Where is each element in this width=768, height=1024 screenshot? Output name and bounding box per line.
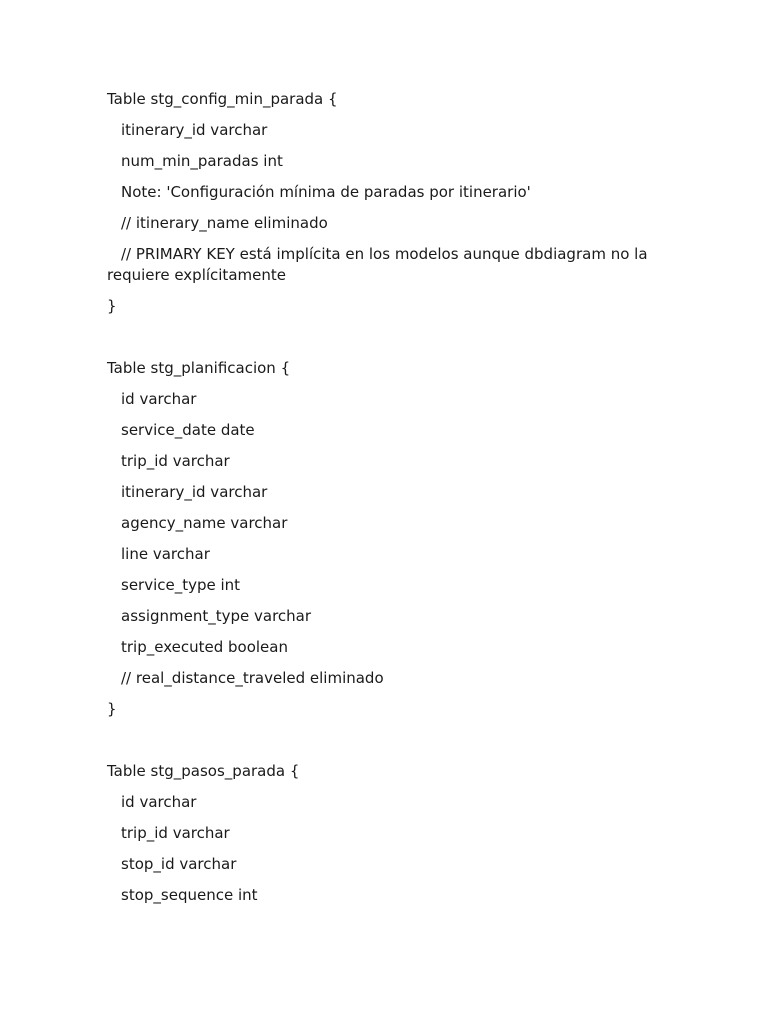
table-note: Note: 'Configuración mínima de paradas por itinerario' (121, 183, 531, 201)
table-header: Table stg_config_min_parada { (107, 90, 338, 108)
table-field: service_date date (121, 421, 255, 439)
table-comment: // PRIMARY KEY está implícita en los modelos aunque dbdiagram no la requiere explícitamente (107, 245, 648, 284)
table-field: id varchar (121, 390, 197, 408)
table-field: itinerary_id varchar (121, 483, 268, 501)
blank-line (107, 730, 667, 751)
document-page (107, 89, 667, 916)
table-field: agency_name varchar (121, 514, 288, 532)
table-field: stop_id varchar (121, 855, 237, 873)
table-field: assignment_type varchar (121, 607, 312, 625)
table-closing-brace: } (107, 700, 117, 718)
table-field: trip_id varchar (121, 824, 230, 842)
blank-line (107, 327, 667, 348)
table-field: stop_sequence int (121, 886, 258, 904)
table-header: Table stg_planificacion { (107, 359, 291, 377)
table-header: Table stg_pasos_parada { (107, 762, 300, 780)
table-field: trip_id varchar (121, 452, 230, 470)
table-field: line varchar (121, 545, 210, 563)
table-field: trip_executed boolean (121, 638, 288, 656)
table-block (107, 761, 667, 906)
table-field: itinerary_id varchar (121, 121, 268, 139)
table-field: num_min_paradas int (121, 152, 283, 170)
table-block (107, 89, 667, 317)
table-field: service_type int (121, 576, 241, 594)
table-field: id varchar (121, 793, 197, 811)
table-closing-brace: } (107, 297, 117, 315)
table-comment: // itinerary_name eliminado (121, 214, 328, 232)
table-block (107, 358, 667, 720)
table-comment: // real_distance_traveled eliminado (121, 669, 384, 687)
